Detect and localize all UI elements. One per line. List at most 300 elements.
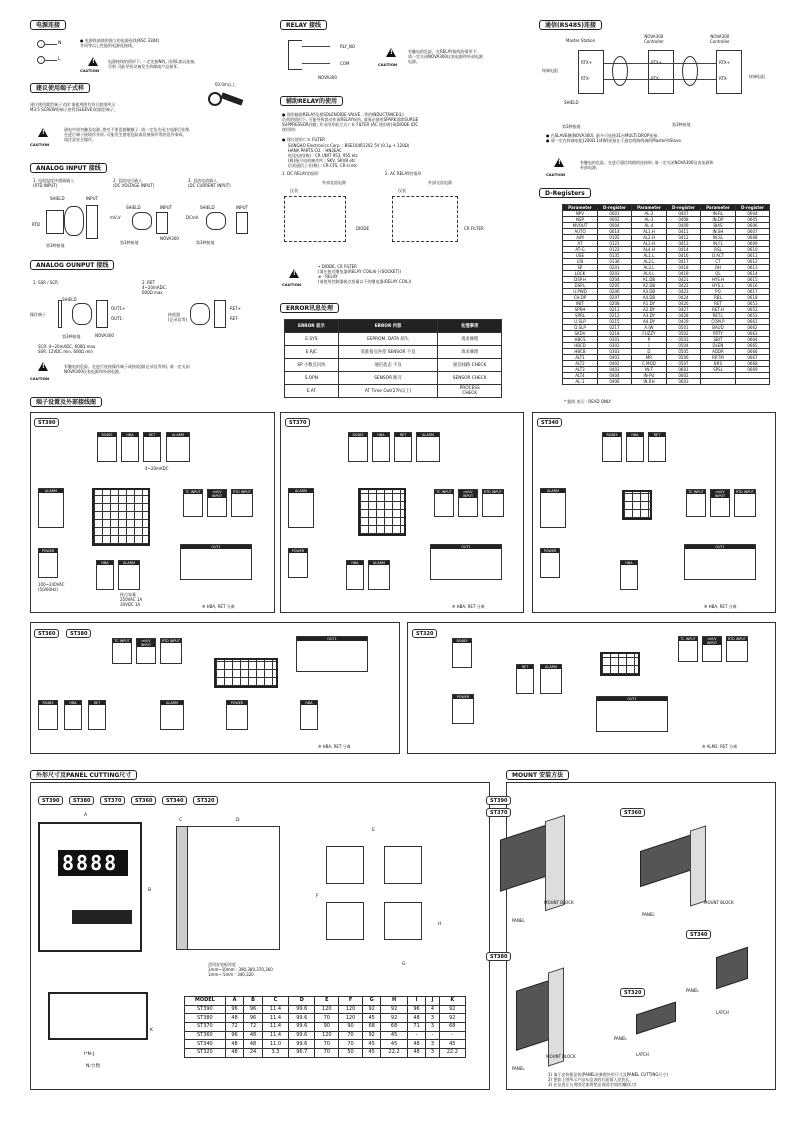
dreg-cell: LOCK <box>563 271 598 277</box>
dreg-table <box>562 204 770 385</box>
dims-cell: 22.2 <box>439 1049 465 1058</box>
dreg-cell: 0602 <box>666 373 700 379</box>
dim-letter-b: B <box>148 888 152 893</box>
dreg-cell: HBCD <box>563 343 598 349</box>
dreg-cell: D.SLP <box>563 325 598 331</box>
dims-cell: 3.3 <box>262 1049 288 1058</box>
dim-letter-c: C <box>179 818 183 823</box>
dc-relay-title: 1. DC RELAY的情形 <box>282 171 319 176</box>
block-rs485-370: RS485 <box>348 432 368 462</box>
dims-cell: 96 <box>407 1005 426 1014</box>
model-tag-st320: ST320 <box>412 629 437 638</box>
dims-cell: ST380 <box>185 1014 226 1023</box>
dreg-cell: 0608 <box>735 235 769 241</box>
analog-input-item-2: 2. 直流电压输入 (DC VOLTAGE INPUT) <box>113 178 155 188</box>
dreg-cell: CH.DP <box>563 295 598 301</box>
dreg-cell: 0409 <box>666 223 700 229</box>
dreg-cell: 0303 <box>597 349 631 355</box>
multi-n-note: N:台数 <box>86 1064 101 1069</box>
ac-filter: CR FILTER <box>464 226 484 231</box>
dreg-cell: 0502 <box>666 331 700 337</box>
dreg-col-3: D-register <box>666 205 700 211</box>
ao-retm: RET- <box>230 316 239 321</box>
dims-cell: 99.6 <box>289 1014 315 1023</box>
dreg-cell: A1.DY <box>631 301 666 307</box>
dims-cell: 92 <box>362 1031 381 1040</box>
block-out1-370: OUT1 <box>430 544 502 580</box>
power-caution-text: 电源接线的情形下, 一定先接N线, 再将L加以连接, 否则 可能导致设备发生故障或产品损坏。 <box>108 59 196 69</box>
mount-tag-st320: ST320 <box>620 988 645 997</box>
dcma-shield: SHIELD <box>200 205 215 210</box>
error-row <box>285 385 502 398</box>
dreg-cell: 0501 <box>666 325 700 331</box>
dreg-cell: 0607 <box>735 229 769 235</box>
dreg-cell: 0419 <box>666 271 700 277</box>
dreg-cell: 0611 <box>735 253 769 259</box>
error-cell: 基准接点补偿 SENSOR 不良 <box>338 346 438 359</box>
dreg-cell: USI <box>563 259 598 265</box>
dreg-cell: U.PWD <box>563 289 598 295</box>
dreg-cell: AL1.L <box>631 253 666 259</box>
dreg-cell: 0136 <box>597 259 631 265</box>
dreg-cell: IN.RL <box>700 211 735 217</box>
mount-label-4: PANEL <box>686 988 699 993</box>
dims-row <box>185 1014 466 1023</box>
panel-thickness-note: 适用安装板厚度 1mm~10mm : 390,380,370,360 1mm~ 5mm : 340,320 <box>208 962 273 977</box>
dreg-cell: 0403 <box>597 367 631 373</box>
dreg-cell: A3.DY <box>631 313 666 319</box>
block-rs485-360: RS485 <box>38 700 58 730</box>
wiring-header: 端子设置及外部接线图 <box>30 397 102 407</box>
dims-cell: 68 <box>362 1023 381 1032</box>
dims-cell: 24 <box>244 1049 263 1058</box>
relay-contact-icon <box>288 40 302 70</box>
dims-col-5: E <box>315 997 339 1006</box>
comm-shield: SHIELD <box>564 100 579 105</box>
analog-output-header: ANALOG OUNPUT 接线 <box>30 260 114 270</box>
error-cell: 通信线路 CHECK <box>438 359 502 372</box>
crimp-header: 建议使用端子式样 <box>30 83 90 93</box>
mount-img-380 <box>516 979 552 1051</box>
dreg-cell: RP.TM <box>700 355 735 361</box>
block-power-360: POWER <box>226 700 248 730</box>
dims-table <box>184 996 466 1058</box>
model-tag-st380: ST380 <box>66 629 91 638</box>
crimp-caution-text: 通电中请勿触及电源, 绝对不要直接触摸子, 请一定先关闭主电源后处理. 在进行端子接线作业时, 可能发生感电危险或设备损坏等的意外事故。 请注意安全操作。 <box>64 127 191 142</box>
error-cell: E.SYS <box>285 333 339 346</box>
ao-retp: RET+ <box>230 306 242 311</box>
dreg-cell: A/M <box>563 235 598 241</box>
dreg-cell: 0423 <box>666 289 700 295</box>
block-alarm2-370: ALARM <box>288 488 314 528</box>
power-terminal-l <box>37 56 45 64</box>
dreg-header: D-Registers <box>539 188 591 198</box>
front-view <box>38 822 142 952</box>
block-power-390: POWER <box>38 548 58 578</box>
dreg-cell: 0503 <box>666 337 700 343</box>
block-rtd-390: RTD INPUT <box>231 489 253 517</box>
dreg-cell: IN-T <box>631 367 666 373</box>
dreg-col-0: Parameter <box>563 205 598 211</box>
dreg-cell: SP <box>563 265 598 271</box>
dreg-col-4: Parameter <box>700 205 735 211</box>
terminal-block-st370 <box>358 488 406 536</box>
dims-col-11: K <box>439 997 465 1006</box>
error-cell: PROCESS CHECK <box>438 385 502 398</box>
dims-cell: 96 <box>244 1005 263 1014</box>
dreg-cell: 0609 <box>735 241 769 247</box>
mount-label-2: PANEL <box>642 912 655 917</box>
power-header: 电源连接 <box>30 20 66 30</box>
relay-com: COM <box>340 61 350 66</box>
dreg-cell: 0651 <box>735 301 769 307</box>
note-360: ※ HBA, RET 分离 <box>318 744 351 749</box>
block-hba2-360: HBA <box>300 700 318 730</box>
relay-nova: NOVA300 <box>318 75 337 80</box>
dreg-cell: 0605 <box>735 217 769 223</box>
dim-letter-g: G <box>402 962 406 967</box>
dreg-cell: C.MOD <box>631 361 666 367</box>
dims-cell: 120 <box>339 1014 363 1023</box>
dims-cell: 92 <box>362 1005 381 1014</box>
comm-ground-2: 第3种接地 <box>672 122 691 127</box>
dreg-cell: RET.H <box>700 307 735 313</box>
dreg-cell: 0014 <box>597 229 631 235</box>
dims-cell: 96 <box>225 1005 244 1014</box>
comm-ground-1: 第3种接地 <box>562 124 581 129</box>
dreg-cell: AL2.H <box>631 235 666 241</box>
dreg-cell: 0208 <box>597 301 631 307</box>
dreg-cell: A2.DY <box>631 307 666 313</box>
error-cell: SENSOR CHECK <box>438 372 502 385</box>
error-row <box>285 359 502 372</box>
mv-nova: NOVA300 <box>160 236 179 241</box>
relay-caution-icon <box>386 48 396 59</box>
terminal-block-st320 <box>600 652 640 676</box>
block-hba2-370: HBA <box>346 560 364 590</box>
dreg-cell: 0215 <box>597 319 631 325</box>
dims-header: 外形尺寸及PANEL CUTTING尺寸 <box>30 770 137 780</box>
dreg-cell: 0615 <box>735 277 769 283</box>
dreg-cell: 0206 <box>597 289 631 295</box>
filter-title: ● 建议使用ＣＲ FILTER <box>282 137 325 142</box>
model-tag-st360: ST360 <box>34 629 59 638</box>
error-cell: E.AT <box>285 385 339 398</box>
cutout-2 <box>384 846 422 884</box>
comm-term-left: 终端电阻 <box>542 68 558 73</box>
block-rtd-340: RTD INPUT <box>734 489 756 517</box>
error-col-0: ERROR 显示 <box>285 320 339 333</box>
dreg-cell: HYS.L <box>700 283 735 289</box>
dims-cell: ST340 <box>185 1040 226 1049</box>
dims-cell: 96.7 <box>289 1049 315 1058</box>
dreg-cell: A4.DY <box>631 319 666 325</box>
block-tc-360: TC INPUT <box>112 638 132 664</box>
dims-cell: ST320 <box>185 1049 226 1058</box>
dreg-cell: CT <box>700 259 735 265</box>
dims-cell: 3 <box>426 1040 439 1049</box>
mount-tag-st390: ST390 <box>486 796 511 805</box>
dims-cell: 72 <box>244 1023 263 1032</box>
dims-cell: 48 <box>244 1031 263 1040</box>
dims-cell: 70 <box>315 1014 339 1023</box>
block-rs485-340: RS485 <box>602 432 622 462</box>
dreg-cell: 0402 <box>597 361 631 367</box>
error-header: ERROR讯息处理 <box>280 303 339 313</box>
block-power-340: POWER <box>540 548 560 578</box>
cutout-1 <box>326 846 364 884</box>
model-tag-st340: ST340 <box>537 418 562 427</box>
aux-relay-note: • DIODE, CR FILTER (请在接近继电器(RELAY COIL端子(SOCKET)) ⊕ : RELAY (请使用控制器接点容量以下的继电器(RELAY COIL)) <box>318 264 412 284</box>
model-tag-st370: ST370 <box>285 418 310 427</box>
dreg-cell: D <box>631 349 666 355</box>
dims-cell: 45 <box>362 1014 381 1023</box>
dreg-cell: IN.RH <box>631 379 666 385</box>
dims-cell: 96 <box>244 1014 263 1023</box>
dc-relay-diagram <box>284 196 346 242</box>
comm-rtx-plus-3: RTX+ <box>719 60 731 65</box>
block-rtd-360: RTD INPUT <box>160 638 182 664</box>
filter-3: (株)指月电机制作所 : SKV, SKVB etc <box>288 158 356 163</box>
dreg-cell: MR <box>631 355 666 361</box>
rtd-shield: SHIELD <box>50 196 65 201</box>
dims-cell: 99.6 <box>289 1005 315 1014</box>
dims-col-10: J <box>426 997 439 1006</box>
dreg-cell: 0408 <box>666 217 700 223</box>
dims-row <box>185 1031 466 1040</box>
dreg-cell: HYS.H <box>700 277 735 283</box>
dims-cell: 99.6 <box>289 1023 315 1032</box>
dreg-cell: 0663 <box>735 331 769 337</box>
dreg-cell: OH <box>700 265 735 271</box>
block-tc-370: TC INPUT <box>434 489 454 517</box>
dreg-cell: SKDV <box>563 331 598 337</box>
rtd-ground: 第3种接地 <box>46 243 65 248</box>
block-alarm-360: ALARM <box>160 700 184 730</box>
ao-caution-text: 有触电的危险。在进行连接操作端子或接收器(记录仪等)时, 请一定关闭 NOVA300仪表电源和外部电源。 <box>64 364 190 374</box>
dreg-cell: SPRH <box>563 307 598 313</box>
master-station-box <box>578 50 604 94</box>
dreg-cell: A.IW <box>631 325 666 331</box>
dreg-cell: AL-2 <box>631 211 666 217</box>
dreg-cell: 0506 <box>666 355 700 361</box>
filter-0: SUNGHO Electronics Corp. : BSE104R1202 5V (0.1μ + 120Ω) <box>288 143 410 148</box>
dreg-cell: DLEN <box>700 343 735 349</box>
dims-cell: 120 <box>339 1005 363 1014</box>
mv-label: mV,V <box>110 215 121 220</box>
dreg-cell: USE <box>563 253 598 259</box>
ret-spec-390: 4~20mADC <box>145 466 169 471</box>
mount-label-3: MOUNT BLOCK <box>704 900 734 905</box>
model-tag-st390: ST390 <box>34 418 59 427</box>
dim-tag-st320: ST320 <box>193 796 218 805</box>
mv-ground: 第3种接地 <box>120 240 139 245</box>
dreg-cell: 0429 <box>666 319 700 325</box>
dreg-cell: AL1.H <box>631 229 666 235</box>
dreg-cell: HBCB <box>563 349 598 355</box>
mount-label-7: LATCH <box>636 1052 649 1057</box>
dreg-cell: 0407 <box>666 211 700 217</box>
dreg-cell: AUTO <box>563 229 598 235</box>
power-spec-390: 100~240VAC (50/60Hz) <box>38 582 65 592</box>
comm-nova-2: NOVA300 Controller <box>710 34 730 44</box>
dreg-cell: NPV <box>563 211 598 217</box>
dreg-cell: DSP.H <box>563 277 598 283</box>
dims-cell: - <box>439 1031 465 1040</box>
mv-shield: SHIELD <box>126 205 141 210</box>
dreg-cell: IN-PU <box>631 373 666 379</box>
dreg-cell: 0218 <box>597 331 631 337</box>
dims-cell: 90 <box>339 1023 363 1032</box>
relay-caution-label: CAUTION <box>378 62 398 67</box>
comm-rtx-plus: RTX+ <box>581 60 593 65</box>
dreg-cell: 0414 <box>666 247 700 253</box>
dims-cell: 45 <box>439 1040 465 1049</box>
dreg-cell: DSP.L <box>563 283 598 289</box>
block-alarm-370: ALARM <box>416 432 440 462</box>
block-hba-390: HBA <box>121 432 139 462</box>
dims-cell: 120 <box>315 1031 339 1040</box>
block-ret-340: RET <box>648 432 666 462</box>
note-340: ※ HBA, RET 分离 <box>704 604 737 609</box>
dreg-cell: FUZZY <box>631 331 666 337</box>
front-keys <box>72 910 132 924</box>
crimp-dim: 03.0m以上 <box>215 82 236 87</box>
dreg-cell: 0301 <box>597 337 631 343</box>
dims-cell: 92 <box>439 1005 465 1014</box>
front-display-digits: 8888 <box>62 851 119 875</box>
dims-cell: 70 <box>339 1040 363 1049</box>
dreg-cell: 0406 <box>597 379 631 385</box>
ao-nova: NOVA300 <box>95 333 114 338</box>
dreg-cell: NSP <box>563 217 598 223</box>
dreg-cell: 0302 <box>597 343 631 349</box>
dreg-cell: 0135 <box>597 253 631 259</box>
block-ret-320: RET <box>516 664 534 694</box>
dreg-cell: 0614 <box>735 271 769 277</box>
block-hba-370: HBA <box>372 432 390 462</box>
mount-tag-st380: ST380 <box>486 952 511 961</box>
terminal-block-st390 <box>92 488 150 546</box>
dims-row <box>185 1023 466 1032</box>
dreg-cell: ALT3 <box>563 367 598 373</box>
dreg-cell: O.ACT <box>700 253 735 259</box>
dreg-cell: AL-3 <box>631 217 666 223</box>
block-power-320: POWER <box>452 694 474 724</box>
dreg-cell: AT-G <box>563 247 598 253</box>
ao-item-2: 2. RET 4~20mADC, 600Ω max <box>142 280 167 295</box>
dreg-cell: 0417 <box>666 259 700 265</box>
dreg-cell: 0603 <box>666 379 700 385</box>
block-out1-340: OUT1 <box>684 544 756 580</box>
dc-diode: DIODE <box>356 226 370 231</box>
dreg-cell: 0413 <box>666 241 700 247</box>
dreg-cell: 0212 <box>597 313 631 319</box>
dreg-cell: ADDR <box>700 349 735 355</box>
nova-box-1 <box>648 50 674 94</box>
dreg-cell: AL4.L <box>631 271 666 277</box>
dims-cell: 45 <box>381 1040 407 1049</box>
error-table <box>284 319 502 398</box>
dreg-cell: AL-4 <box>631 223 666 229</box>
block-alarm3-390: ALARM <box>118 560 140 590</box>
dims-cell: 99.6 <box>289 1031 315 1040</box>
dreg-cell: SPSL <box>700 367 735 373</box>
error-cell: SENSOR 断开 <box>338 372 438 385</box>
dreg-row <box>563 379 770 385</box>
rtd-label: RTD <box>32 222 41 227</box>
dims-cell: 4 <box>426 1005 439 1014</box>
dreg-cell: 0421 <box>666 277 700 283</box>
comm-caution-text: 有触电的危险。在进行通信线路的连接时, 请一定关闭NOVA300仪表电源和 外部电源。 <box>580 160 714 170</box>
comm-nova-1: NOVA300 Controller <box>644 34 664 44</box>
dreg-cell: RBL <box>700 295 735 301</box>
dims-cell: 68 <box>381 1023 407 1032</box>
dims-cell: 70 <box>339 1031 363 1040</box>
dims-cell: 92 <box>381 1014 407 1023</box>
dreg-cell: 0418 <box>666 265 700 271</box>
dim-tag-st380: ST380 <box>69 796 94 805</box>
relay-header: RELAY 接线 <box>280 20 327 30</box>
power-notes: ● 电源线请使用独立的电源连线(KSC 3304) 并同等以上性能的电源连接线。 <box>80 38 160 48</box>
dreg-cell: 0426 <box>666 301 700 307</box>
dims-cell: - <box>426 1031 439 1040</box>
aux-relay-header: 辅助RELAY的使用 <box>280 96 343 106</box>
dreg-cell: INIT <box>563 301 598 307</box>
dreg-cell: 0416 <box>666 253 700 259</box>
analog-input-header: ANALOG INPUT 接线 <box>30 163 107 173</box>
dreg-cell: BRS <box>700 361 735 367</box>
dims-cell: 22.2 <box>381 1049 407 1058</box>
dims-cell: 70 <box>315 1049 339 1058</box>
block-alarm-340: ALARM <box>540 488 566 528</box>
block-mv-390: mV/V INPUT <box>207 489 227 517</box>
dreg-cell: 0666 <box>735 349 769 355</box>
dreg-cell: 0606 <box>735 223 769 229</box>
dims-col-0: MODEL <box>185 997 226 1006</box>
dims-cell: 92 <box>439 1014 465 1023</box>
comm-notes: ● 在SLAVE侧(NOVA300), 最多可连接31台MULTI DROP连接. ● 请一定在终端电阻(200Ω 1/4W)连接在于通信线路两端的Master和Slave. <box>546 133 683 143</box>
dims-col-4: D <box>289 997 315 1006</box>
dreg-cell: IN.SH <box>700 229 735 235</box>
dims-cell: 11.4 <box>262 1031 288 1040</box>
dreg-cell: 0616 <box>735 283 769 289</box>
block-out1-390: OUT1 <box>180 544 252 580</box>
error-row <box>285 372 502 385</box>
comm-rtx-minus: RTX- <box>581 76 590 81</box>
dreg-cell: 0653 <box>735 313 769 319</box>
dreg-cell: OL <box>700 271 735 277</box>
dreg-cell: AL2.L <box>631 259 666 265</box>
dims-cell: 45 <box>381 1031 407 1040</box>
dreg-col-5: D-register <box>735 205 769 211</box>
dims-cell: 11.0 <box>262 1040 288 1049</box>
dims-row <box>185 1040 466 1049</box>
dc-meter: 仪表 <box>290 188 298 193</box>
mv-input: INPUT <box>160 205 172 210</box>
dreg-cell: AL-1 <box>563 379 598 385</box>
dreg-cell: SPRL <box>563 313 598 319</box>
error-cell: S.OPN <box>285 372 339 385</box>
dims-cell: 11.4 <box>262 1014 288 1023</box>
block-tc-320: TC INPUT <box>678 636 698 662</box>
error-cell: E.RJC <box>285 346 339 359</box>
rtd-sensor-icon <box>46 210 64 234</box>
dreg-cell: 0401 <box>597 355 631 361</box>
dreg-cell: 0002 <box>597 217 631 223</box>
dreg-cell: 0105 <box>597 235 631 241</box>
dreg-cell: 0669 <box>735 367 769 373</box>
